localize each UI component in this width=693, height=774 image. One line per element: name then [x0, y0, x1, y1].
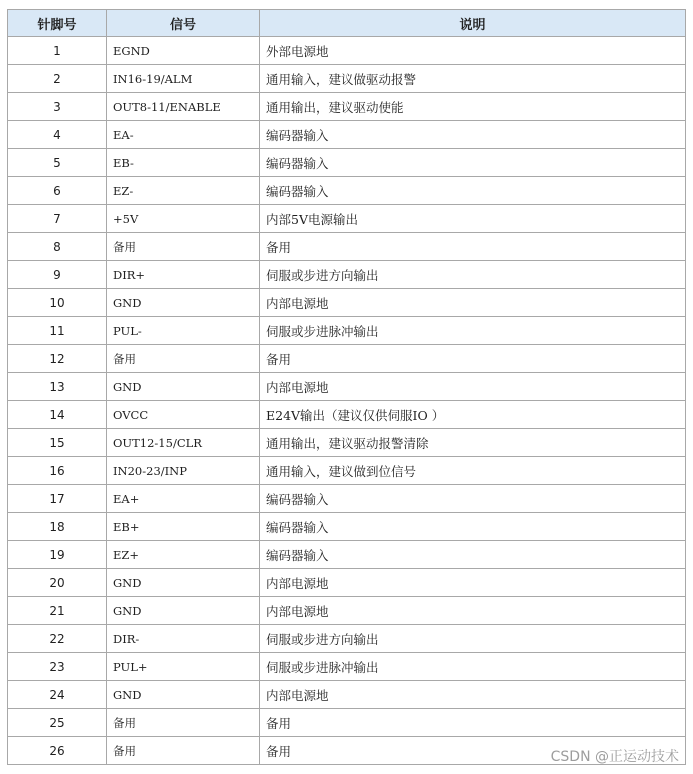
- signal-cell: GND: [107, 681, 260, 709]
- signal-cell: DIR-: [107, 625, 260, 653]
- table-row: [8, 681, 686, 709]
- description-cell: 伺服或步进脉冲输出: [260, 317, 686, 345]
- signal-cell: 备用: [107, 709, 260, 737]
- description-cell: 编码器输入: [260, 485, 686, 513]
- description-cell: 内部电源地: [260, 597, 686, 625]
- pin-number-cell: 13: [8, 373, 107, 401]
- description-cell: 通用输出，建议驱动使能: [260, 93, 686, 121]
- table-body: [8, 37, 686, 765]
- table-row: [8, 653, 686, 681]
- signal-cell: EB-: [107, 149, 260, 177]
- pin-number-cell: 20: [8, 569, 107, 597]
- table-row: [8, 289, 686, 317]
- pin-number-cell: 18: [8, 513, 107, 541]
- pin-number-cell: 6: [8, 177, 107, 205]
- description-cell: 通用输出，建议驱动报警清除: [260, 429, 686, 457]
- description-cell: E24V输出（建议仅供伺服IO ）: [260, 401, 686, 429]
- signal-cell: EA+: [107, 485, 260, 513]
- description-cell: 内部电源地: [260, 373, 686, 401]
- description-cell: 编码器输入: [260, 541, 686, 569]
- pin-number-cell: 9: [8, 261, 107, 289]
- signal-cell: OUT8-11/ENABLE: [107, 93, 260, 121]
- table-header: [8, 10, 686, 37]
- signal-cell: GND: [107, 289, 260, 317]
- signal-cell: EA-: [107, 121, 260, 149]
- description-cell: 伺服或步进方向输出: [260, 261, 686, 289]
- table-row: [8, 65, 686, 93]
- description-cell: 备用: [260, 345, 686, 373]
- header-row: [8, 10, 686, 37]
- signal-cell: PUL-: [107, 317, 260, 345]
- pin-number-cell: 16: [8, 457, 107, 485]
- table-row: [8, 149, 686, 177]
- description-cell: 伺服或步进方向输出: [260, 625, 686, 653]
- description-cell: 通用输入，建议做驱动报警: [260, 65, 686, 93]
- pin-number-cell: 8: [8, 233, 107, 261]
- pin-number-cell: 7: [8, 205, 107, 233]
- pin-number-cell: 24: [8, 681, 107, 709]
- pin-number-cell: 11: [8, 317, 107, 345]
- description-cell: 内部5V电源输出: [260, 205, 686, 233]
- signal-cell: PUL+: [107, 653, 260, 681]
- description-cell: 编码器输入: [260, 149, 686, 177]
- table-row: [8, 37, 686, 65]
- signal-cell: +5V: [107, 205, 260, 233]
- table-row: [8, 569, 686, 597]
- pin-number-cell: 14: [8, 401, 107, 429]
- signal-cell: GND: [107, 569, 260, 597]
- pin-number-cell: 10: [8, 289, 107, 317]
- pin-number-cell: 23: [8, 653, 107, 681]
- signal-cell: IN20-23/INP: [107, 457, 260, 485]
- table-row: [8, 177, 686, 205]
- table-row: [8, 317, 686, 345]
- pin-number-cell: 15: [8, 429, 107, 457]
- table-row: [8, 345, 686, 373]
- description-cell: 编码器输入: [260, 121, 686, 149]
- signal-cell: EZ+: [107, 541, 260, 569]
- description-cell: 内部电源地: [260, 289, 686, 317]
- pin-number-cell: 17: [8, 485, 107, 513]
- signal-cell: EGND: [107, 37, 260, 65]
- header-pin-number: 针脚号: [8, 10, 107, 37]
- signal-cell: OUT12-15/CLR: [107, 429, 260, 457]
- description-cell: 内部电源地: [260, 569, 686, 597]
- pin-number-cell: 2: [8, 65, 107, 93]
- description-cell: 备用: [260, 233, 686, 261]
- table-row: [8, 121, 686, 149]
- pin-number-cell: 3: [8, 93, 107, 121]
- description-cell: 备用: [260, 709, 686, 737]
- signal-cell: EZ-: [107, 177, 260, 205]
- signal-cell: 备用: [107, 345, 260, 373]
- description-cell: 编码器输入: [260, 513, 686, 541]
- table-row: [8, 233, 686, 261]
- signal-cell: GND: [107, 597, 260, 625]
- table-row: [8, 261, 686, 289]
- signal-cell: 备用: [107, 233, 260, 261]
- table-row: [8, 709, 686, 737]
- table-row: [8, 429, 686, 457]
- table-row: [8, 541, 686, 569]
- signal-cell: IN16-19/ALM: [107, 65, 260, 93]
- description-cell: 伺服或步进脉冲输出: [260, 653, 686, 681]
- table-row: [8, 401, 686, 429]
- table-row: [8, 625, 686, 653]
- pin-number-cell: 26: [8, 737, 107, 765]
- header-description: 说明: [260, 10, 686, 37]
- signal-cell: OVCC: [107, 401, 260, 429]
- description-cell: 编码器输入: [260, 177, 686, 205]
- pin-number-cell: 22: [8, 625, 107, 653]
- description-cell: 通用输入，建议做到位信号: [260, 457, 686, 485]
- pin-number-cell: 12: [8, 345, 107, 373]
- signal-cell: 备用: [107, 737, 260, 765]
- table-row: [8, 93, 686, 121]
- description-cell: 备用: [260, 737, 686, 765]
- description-cell: 外部电源地: [260, 37, 686, 65]
- pin-number-cell: 25: [8, 709, 107, 737]
- pin-definition-table: [7, 9, 686, 765]
- pin-number-cell: 5: [8, 149, 107, 177]
- pin-number-cell: 19: [8, 541, 107, 569]
- csdn-watermark: CSDN @正运动技术: [550, 749, 679, 765]
- table-row: [8, 373, 686, 401]
- pin-number-cell: 21: [8, 597, 107, 625]
- table-row: [8, 457, 686, 485]
- table-row: [8, 597, 686, 625]
- table-row: [8, 485, 686, 513]
- signal-cell: DIR+: [107, 261, 260, 289]
- signal-cell: EB+: [107, 513, 260, 541]
- table-row: [8, 513, 686, 541]
- pin-number-cell: 4: [8, 121, 107, 149]
- pin-number-cell: 1: [8, 37, 107, 65]
- signal-cell: GND: [107, 373, 260, 401]
- table-row: [8, 205, 686, 233]
- header-signal: 信号: [107, 10, 260, 37]
- description-cell: 内部电源地: [260, 681, 686, 709]
